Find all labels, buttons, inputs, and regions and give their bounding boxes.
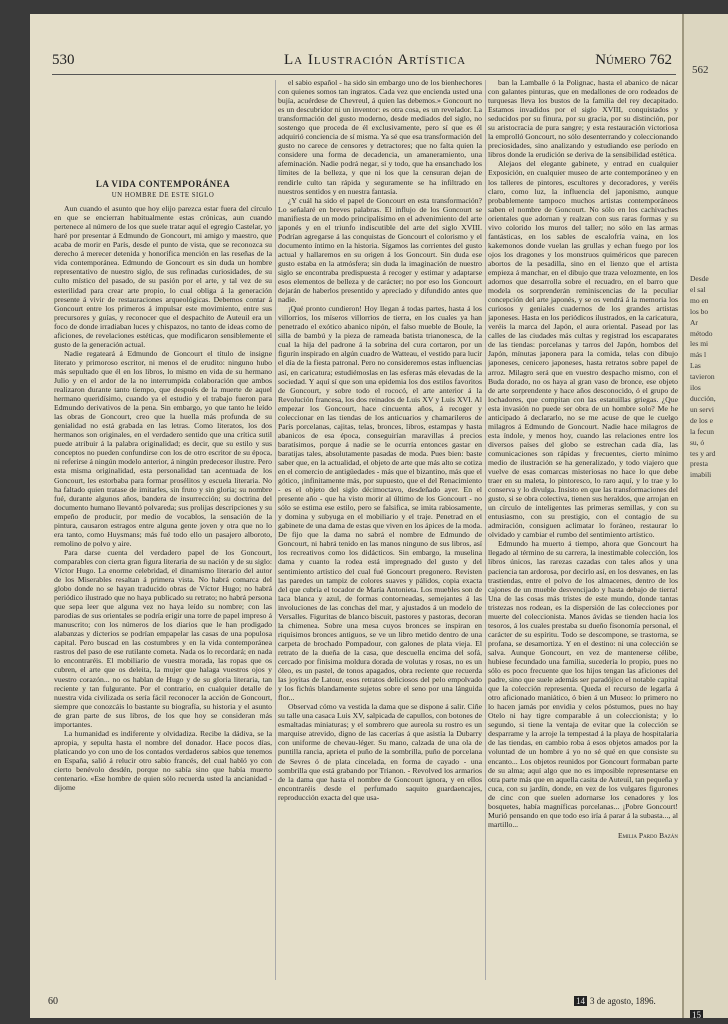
issue-number: Número 762 xyxy=(595,52,672,68)
adjacent-page-fragments: Desde el sal mo en los bo Ar método les mi más l Las tavieron ilos ducción, un servi de los e la fecun su, ó tes y ard presta imabili xyxy=(690,274,716,480)
adjacent-page-footer xyxy=(690,1010,703,1018)
column-2-body xyxy=(278,78,482,802)
article-column-1 xyxy=(54,78,272,983)
footer-date: 3 de agosto, 1896. xyxy=(590,996,656,1006)
article-subtitle: UN HOMBRE DE ESTE SIGLO xyxy=(111,192,215,200)
paragraph: el sabio español - ha sido sin embargo uno de los bienhechores con quienes somos tan ingratos. Cada vez que encienda usted una bujía, acuérdese de Chevreul, á quien las debemos.» Goncourt no es un descubridor ni un inventor: es otra cosa, es un revelador. La transformación del gusto moderno, desde mediados del siglo, no sostengo que proceda de él exclusivamente, pero sí que es él adquirió conciencia de sí misma. Ya sé que esa transformación del gusto no carece de censores y detractores; que no falta quien la considere una forma de decadencia, un amaneramiento, una afeminación. Nadie podrá negar, sí y todo, que ha ensanchado los límites de la belleza, y que ni los que la censuran dejan de rendirle culto tan rápida y seguramente se ha infiltrado en nuestros sentidos y en nuestra fantasía. xyxy=(278,78,482,196)
column-3-body xyxy=(488,78,678,829)
adjacent-page xyxy=(684,14,728,1018)
paragraph: Edmundo ha muerto á tiempo, ahora que Goncourt ha llegado al término de su carrera, la inestimable colección, los libros únicos, las rarezas cazadas con tales años y una paciencia tan ardorosa, por decirlo así, en los desvanes, en las trastiendas, entre el polvo de los almacenes, dentro de los cajones de un mueble desvencijado y hasta debajo de tierra! Una de las cosas más tristes de este mundo, donde tantas tristezas nos rodean, es la dispersión de las colecciones por muerte del coleccionista. Manos ávidas se tienden hacia los tesoros, á los cuales prestaba su dueño fisonomía personal, el carácter de su espíritu. Todo se descompone, se trastorna, se profana, se desamortiza. Y en el destino: ni una colección se salva. Aunque Goncourt, en vez de mantenerse célibe, hubiese fecundado una familia, sucedería lo propio, pues no sólo es poco frecuente que los hijos tengan las aficiones del padre, sino que suele además ser paradójico el notable capital que la colección representa. Queda el recurso de legarla á otro aficionado maniático, ó bien á un Museo: lo primero no lo hacen jamás por envidia y celos póstumos, pues no hay Otelo ni hay tigre comparable á un coleccionista; y lo segundo, si tiene la ventaja de evitar que la colección se desparrame y la arroje la tempestad á la playa de hospitalaria de las tiendas, en cambio roba á esos objetos amados por la voluntad de un hombre á yo no sé qué en que consiste su encanto... Los objetos reunidos por Goncourt formaban parte de su alma; aquí algo que no es imposible representarse en otra parte más que en aquella casita de Auteuil, tan pequeña y cuca, con su jardín, donde, en vez de los vulgares figurones de cinc con que suelen adornarse los cenadores y los bosquetes, había magníficas porcelanas... ¡Pobre Goncourt! Murió pensando en que todo eso iría á parar á la subasta..., al martillo... xyxy=(488,539,678,829)
paragraph: ¿Y cuál ha sido el papel de Goncourt en esta transformación? Lo señalaré en breves palabras. El influjo de los Goncourt se manifiesta de un modo principalísimo en el advenimiento del arte japonés y en el triunfo indiscutible del arte del siglo XVIII. Podrían agregarse á las conquistas de Goncourt el colorismo y el documento íntimo en la historia. Sígamos las corrientes del gusto actual y hallaremos en su origen á los Goncourt. Sin duda ese gusto estaba en la atmósfera; sin duda la imaginación de nuestro siglo se encontraba predispuesta á recoger y estimar y adaptarse esos elementos de belleza y de carácter; no por eso los Goncourt dejarán de haberlos presentido y apreciado y difundido antes que nadie. xyxy=(278,195,482,305)
paragraph: ban la Lamballe ó la Polignac, hasta el abanico de nácar con galantes pinturas, que en medallones de oro rodeados de turquesas lleva los bustos de la familia del rey decapitado. Estamos invadidos por el siglo XVIII, conquistados y seducidos por su finura, por su gracia, por su distinción, por su aristocracia de pura sangre; y esta restauración victoriosa la emprolló Goncourt, no sólo desenterrando y coleccionando preciosidades, sino analizando y estudiando ese período en libros donde la erudición se deriva de la sensibilidad estética. xyxy=(488,78,678,160)
page-number: 530 xyxy=(52,52,75,68)
article-column-3 xyxy=(488,78,678,983)
page-footer xyxy=(574,996,656,1006)
paragraph: Alejaos del elegante gabinete, y entrad en cualquier Exposición, en cualquier museo de arte contemporáneo y en los talleres de pintores, escultores y decoradores, y veréis claro, como luz, la influencia del japonismo, aunque probablemente tampoco muchos artistas contemporáneos saben el nombre de Goncourt. No sólo en los cachivaches orientales que adornan y realzan con sus raras formas y su vivo colorido los muros del taller; no sólo en las armas fantásticas, en los sables de escalofría vaina, en los kakemonos donde vuelan las grullas y echan fuego por los ojos los dragones y los monstruos quiméricos que parecen abortos de la pesadilla, sino en el lienzo que el artista empieza á manchar, en el dibujo que traza velozmente, en los adornos que desarrolla sobre el recuadro, en el barro que modela os sorprenderán reminiscencias de la peculiar concepción del arte japonés, y se os vendrá á la memoria los curiosos y geniales cuadernos de los grandes artistas japoneses. Hasta en los periódicos ilustrados, en la caricatura, veréis la marca del Japón, el aura oriental. Pasead por las calles de las ciudades más cultas y registrad los escaparates de las tiendas: porcelanas y tarros del Japón, hombos del Japón, mínutas japonera para la comida, telas con dibujo japoneses, cenicero japoneses, hasta retratos sobre papel de arroz. Milagro será que en vuestro despacho mismo, con el Buda dorado, no os haya al gran vaso de bronce, ese objeto de arte sorprendente y hace años desconocido, ó el grupo de lochadores, que compitan con las estatuillas griegas. ¿Que esta invasión no puede ser obra de un hombre solo? Me he anticipado á declararlo, no se me acuse de que le cuelgo milagros á Edmundo de Goncourt. Nadie hace milagros de esta índole, y menos hoy, cuando las relaciones entre los diversos países del globo se estrechan cada día, las comunicaciones son rápidas y frecuentes, cierto mínimo medio de ilustración se ha generalizado, y todo viajero que vuelve de esas comarcas misteriosas no hace lo que debe traer en su maleta, lo pintoresco, lo raro aquí, y lo trae y lo conserva y lo divulga. Insisto en que las transformaciones del gusto, si se obra colectiva, tienen sus heraldos, que arrojan en un círculo de inteligentes las primeras semillas, y con su entusiasmo, con su prestigio, con el contagio de su admiración, consiguen aclimatar lo foráneo, restaurar lo olvidado y cambiar el rumbo del sentimiento artístico. xyxy=(488,159,678,540)
magazine-title: La Ilustración Artística xyxy=(284,52,467,68)
adjacent-page-number: 562 xyxy=(692,64,709,76)
paragraph: Nadie regateará á Edmundo de Goncourt el título de insigne literato y primoroso escritor, ni menos el de erudito: ninguno hubo más sepultado que él en los libros, lo mismo en vida de su hermano Julio y en el ardor de la no interrumpida colaboración que ambos realizaron durante tanto tiempo, que después de la muerte de aquel hermano queridísimo, cuando ya el estudio y el trabajo fueron para Edmundo derivativos de la pena. Sin embargo, yo que tanto he leído las obras de Goncourt, creo que la huella más profunda de su genialidad no está grabada en las letras. Como literatos, los dos hermanos son originales, en el verdadero sentido que una crítica sutil puede atribuir á la palabra originalidad; es decir, que su estilo y sus conceptos no pueden confundirse con los de otro escritor de su época, ni referirse á ningún modelo anterior, á ningún predecesor ilustre. Pero esta misma originalidad, esta personalidad tan acentuada de los Goncourt, les estorbaba para formar prosélitos y escuela literaria. No ha faltado quien tratase de imitarles, sin fruto y sin gloria; su nombre fué, durante algunos años, bandera de insurrección; su doctrina del documento humano llevantó polvareda; sus prolijas descripciones y su empeño de producir, por medio de vocablos, la sensación de la pintura, causaron estragos entre alguna gente joven y otra que no lo era tanto, como Huysmans; más fué todo ello un pasajero alboroto, remolino de polvo y aire. xyxy=(54,348,272,548)
header-rule xyxy=(52,74,676,75)
page-header xyxy=(52,52,680,74)
paragraph: ¡Qué pronto cundieron! Hoy llegan á todas partes, hasta á los villorrios, los míseros villorrios de tierra, en los cuales ya han penetrado el exótico abanico nipón, el falso mueble de Boule, la silla de bambú y la pieza de rameada batista trianonesca, de la cual la hija del padrone á la sobrina del cura cortaron, por un figurín inspirado en algún cuadro de Watteau, el vestido para lucir el día de la fiesta patronal. Pero no consideremos estas influencias así, en caricatura; estudiémoslas en las esferas más elevadas de la sociedad. Y aquí sí que son una epidemia los dos estilos favoritos de Goncourt, y sobre todo el rococó, el arte anterior á la Revolución francesa, los dos reinados de Luis XV y Luis XVI. Al empezar los Goncourt, hace cincuenta años, á recoger y coleccionar en las tiendas de los anticuarios y chamarileros de París porcelanas, cajitas, telas, bronces, libros, estampas y hasta abanicos de esa época, conseguirían maravillas á precios baratísimos, porque á nadie se le ocurría entonces gastar en baratijas tales, absolutamente pasadas de moda. Pues bien: baste saber que, en la actualidad, el objeto de arte que más alto se cotiza en el comercio de antigüedades - más que el bizantino, más que el gótico, ¡infinitamente más, por supuesto, que el del Renacimiento - es el objeto del siglo décimoctavo, desdeñado ayer. En el presente año - que ha visto morir al último de los Goncourt - no sólo se estima ese estilo, pero se falsifica, se imita rabiosamente, y domina y subyuga en el mobiliario y el traje. Penetrad en el gabinete de una dama de estas que viven en los ápices de la moda. De fijo que la dama no sabrá el nombre de Edmundo de Goncourt, ni habrá tenido en las manos ninguno de sus libros, así los recreativos como los didácticos. Sin embargo, la muselina dama y cuanto la rodea está impregnado del gusto y del sentimiento artístico del cual fué Goncourt pregonero. Revisten las paredes un tampiz de colores suaves y pálidos, copia exacta del que cubría el tocador de María Antonieta. Los muebles son de laca blanca y azul, de formas contorneadas, semejantes á las involuciones de las conchas del mar, y ajustados á un modelo de Versalles. Figuritas de blanco biscuit, pastores y pastoras, decoran la chimenea. Sobre una mesa cuyos bronces se inspiran en riquísimos bronces antiguos, se ve un libro metido dentro de una carpeta de brochado Pompadour, con galones de plata vieja. El retrato de la dueña de la casa, que descuella encima del sofá, cercado por finísima moldura dorada de volutas y rosas, no es un óleo, es un pastel, de tonos apagados, obra reciente que recuerda las joyitas de Latour, esos retratos deliciosos del pelo empolvado y los fichús blandamente sujetos sobre el seno por una lánguida flor... xyxy=(278,304,482,703)
paragraph: Aun cuando el asunto que hoy elijo parezca estar fuera del círculo en que se encierran habitualmente estas crónicas, aun cuando pertenece al número de los que suele tratar aquí el egregio Castelar, yo haré por presentar á Edmundo de Goncourt, mi amigo y maestro, que acaba de morir en París, desde el punto de vista, que se reconozca su derecho á merecer detenida y honorífica mención en las reseñas de la vida contemporánea. Edmundo de Goncourt es sin duda un hombre representativo de nuestro siglo, de sus refinadas curiosidades, de su culto místico del pasado, de su pasión por el arte, y tal vez de su esterilidad para crear arte propio, lo cual obliga á la generación presente á vivir de restauraciones arqueológicas. Debemos contar á Goncourt entre los primeros á impulsar este movimiento, entre sus precursores y guías, y reconocer que el despachito de Auteuil era un foco de donde irradiaban luces y chispazos, no tanto de ideas como de aficiones, de revelaciones estéticas, que modificaron sensiblemente el gusto de la generación actual. xyxy=(54,204,272,349)
paragraph: Para darse cuenta del verdadero papel de los Goncourt, comparables con cierta gran figura literaria de su nación y de su siglo: Víctor Hugo. La enorme celebridad, el dinamismo literario del autor de los Miserables resaltan á primera vista. No habrá comarca del globo donde no se hayan traducido obras de Víctor Hugo; no habrá periódico ilustrado que no haya publicado su retrato; no habrá persona que sepa leer que alguna vez no haya leído su nombre; con las parodias de sus orientales se podría erigir una torre de papel impreso á manuscrito; con los números de los diarios que le han prodigado alabanzas y dicterios se podrían empapelar las casas de una populosa capital. Pero buscad en las costumbres y en la vida contemporánea rastros del paso de ese rutilante cometa. Nada os lo recordará; en nada lo encontraréis. El mobiliario de vuestra morada, las ropas que os cubren, el arte que os deleita, la mujer que halaga vuestros ojos y vuestro corazón... no os hablan de Hugo y de su gloria literaria, tan reciente y tan fulgurante. Por el contrario, en cualquier detalle de nuestra vida civilizada os sería fácil reconocer la acción de Goncourt, siempre que conozcáis lo bastante su biografía, su historia y el asunto de gran parte de sus libros, de los que hoy se consideran más importantes. xyxy=(54,547,272,729)
paragraph: Observad cómo va vestida la dama que se dispone á salir. Ciñe su talle una casaca Luis XV, salpicada de capullos, con botones de esmaltadas miniaturas; y el sombrero que aureola su rostro es un marquise atrevido, digno de las cacerías á que asistía la Dubarry con uniforme de chevau-léger. Su mano, calzada de una ola de puntilla rancia, aprieta el puño de la sombrilla, puño de porcelana de Sevres ó de plata cincelada, en forma de cayado - una sombrilla que está grabando por Trianon. - Revolved los armarios de la dama que hasta el nombre de Goncourt ignora, y en ellos encontraréis desde el perfumado saquito guardaencajes, reproducción exacta del que usa- xyxy=(278,702,482,802)
paragraph: La humanidad es indiferente y olvidadiza. Recibe la dádiva, se la apropia, y sepulta hasta el nombre del donador. Hace pocos días, platicando yo con uno de los contados verdaderos sabios que tenemos en España, salió á relucir otro sabio francés, del cual habló yo con cierto benévolo desdén, porque no sabía sino que había muerto centenario. «Ese hombre de quien sólo recuerda usted la ancianidad - dijome xyxy=(54,728,272,793)
article-title: LA VIDA CONTEMPORÁNEA xyxy=(95,179,231,189)
column-divider xyxy=(275,80,276,980)
column-divider xyxy=(485,80,486,980)
footer-box: 14 xyxy=(576,996,585,1006)
article-column-2 xyxy=(278,78,482,983)
footer-left-number: 60 xyxy=(48,996,58,1007)
column-1-body xyxy=(54,204,272,792)
adjacent-footer-box: 15 xyxy=(692,1010,701,1018)
author-signature: Emilia Pardo Bazán xyxy=(618,830,678,840)
